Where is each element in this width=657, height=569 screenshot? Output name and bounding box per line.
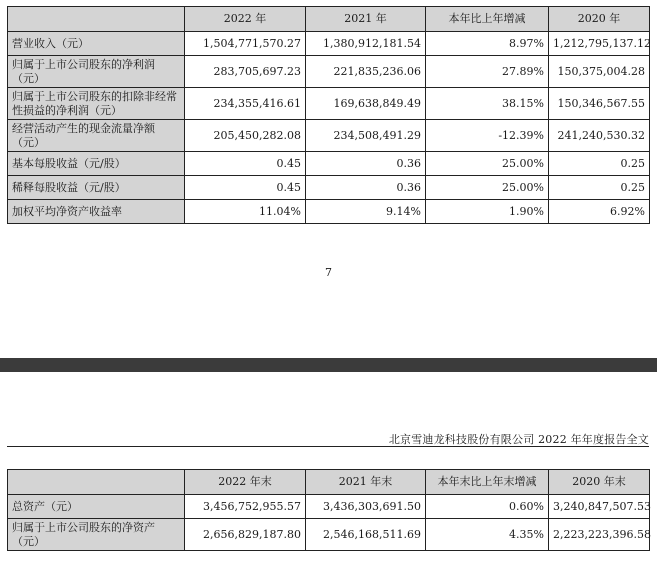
key-financials-table <box>7 6 650 224</box>
cell-change: 25.00% <box>426 152 549 176</box>
cell-2020: 241,240,530.32 <box>549 120 650 152</box>
cell-2022: 1,504,771,570.27 <box>185 32 306 56</box>
row-label: 归属于上市公司股东的净利润（元） <box>8 56 185 88</box>
cell-2022: 2,656,829,187.80 <box>185 519 306 551</box>
row-label: 总资产（元） <box>8 495 185 519</box>
cell-2022: 205,450,282.08 <box>185 120 306 152</box>
cell-change: 1.90% <box>426 200 549 224</box>
row-label: 归属于上市公司股东的扣除非经常性损益的净利润（元） <box>8 88 185 120</box>
cell-change: 27.89% <box>426 56 549 88</box>
table-row <box>8 88 650 120</box>
cell-2021: 169,638,849.49 <box>306 88 426 120</box>
cell-2022: 283,705,697.23 <box>185 56 306 88</box>
column-header: 本年末比上年末增减 <box>426 470 549 495</box>
column-header: 2021 年 <box>306 7 426 32</box>
cell-2022: 0.45 <box>185 176 306 200</box>
cell-change: -12.39% <box>426 120 549 152</box>
cell-2021: 9.14% <box>306 200 426 224</box>
cell-2020: 6.92% <box>549 200 650 224</box>
cell-2021: 3,436,303,691.50 <box>306 495 426 519</box>
column-header <box>8 7 185 32</box>
row-label: 加权平均净资产收益率 <box>8 200 185 224</box>
row-label: 基本每股收益（元/股） <box>8 152 185 176</box>
column-header: 2022 年 <box>185 7 306 32</box>
running-header: 北京雪迪龙科技股份有限公司 2022 年年度报告全文 <box>388 433 649 446</box>
column-header: 2022 年末 <box>185 470 306 495</box>
cell-2020: 1,212,795,137.12 <box>549 32 650 56</box>
balance-sheet-table <box>7 469 650 551</box>
cell-2020: 150,375,004.28 <box>549 56 650 88</box>
column-header <box>8 470 185 495</box>
table-row <box>8 200 650 224</box>
cell-2022: 234,355,416.61 <box>185 88 306 120</box>
table-row <box>8 152 650 176</box>
cell-change: 0.60% <box>426 495 549 519</box>
cell-2021: 221,835,236.06 <box>306 56 426 88</box>
cell-2021: 234,508,491.29 <box>306 120 426 152</box>
cell-2021: 0.36 <box>306 176 426 200</box>
row-label: 归属于上市公司股东的净资产（元） <box>8 519 185 551</box>
table-row <box>8 176 650 200</box>
cell-2021: 0.36 <box>306 152 426 176</box>
page-break-band <box>0 358 657 372</box>
cell-change: 38.15% <box>426 88 549 120</box>
row-label: 营业收入（元） <box>8 32 185 56</box>
page-number: 7 <box>325 266 332 279</box>
row-label: 稀释每股收益（元/股） <box>8 176 185 200</box>
cell-2021: 1,380,912,181.54 <box>306 32 426 56</box>
cell-2020: 0.25 <box>549 176 650 200</box>
cell-2020: 3,240,847,507.53 <box>549 495 650 519</box>
column-header: 本年比上年增减 <box>426 7 549 32</box>
cell-2022: 11.04% <box>185 200 306 224</box>
table-row <box>8 519 650 551</box>
table-header-row <box>8 7 650 32</box>
cell-2020: 0.25 <box>549 152 650 176</box>
table-row <box>8 56 650 88</box>
row-label: 经营活动产生的现金流量净额（元） <box>8 120 185 152</box>
column-header: 2020 年 <box>549 7 650 32</box>
column-header: 2021 年末 <box>306 470 426 495</box>
table-row <box>8 32 650 56</box>
table-row <box>8 120 650 152</box>
cell-2021: 2,546,168,511.69 <box>306 519 426 551</box>
column-header: 2020 年末 <box>549 470 650 495</box>
cell-2020: 2,223,223,396.58 <box>549 519 650 551</box>
cell-2020: 150,346,567.55 <box>549 88 650 120</box>
table-row <box>8 495 650 519</box>
table-header-row <box>8 470 650 495</box>
cell-2022: 3,456,752,955.57 <box>185 495 306 519</box>
cell-change: 4.35% <box>426 519 549 551</box>
cell-change: 8.97% <box>426 32 549 56</box>
header-divider <box>7 446 649 447</box>
cell-change: 25.00% <box>426 176 549 200</box>
cell-2022: 0.45 <box>185 152 306 176</box>
